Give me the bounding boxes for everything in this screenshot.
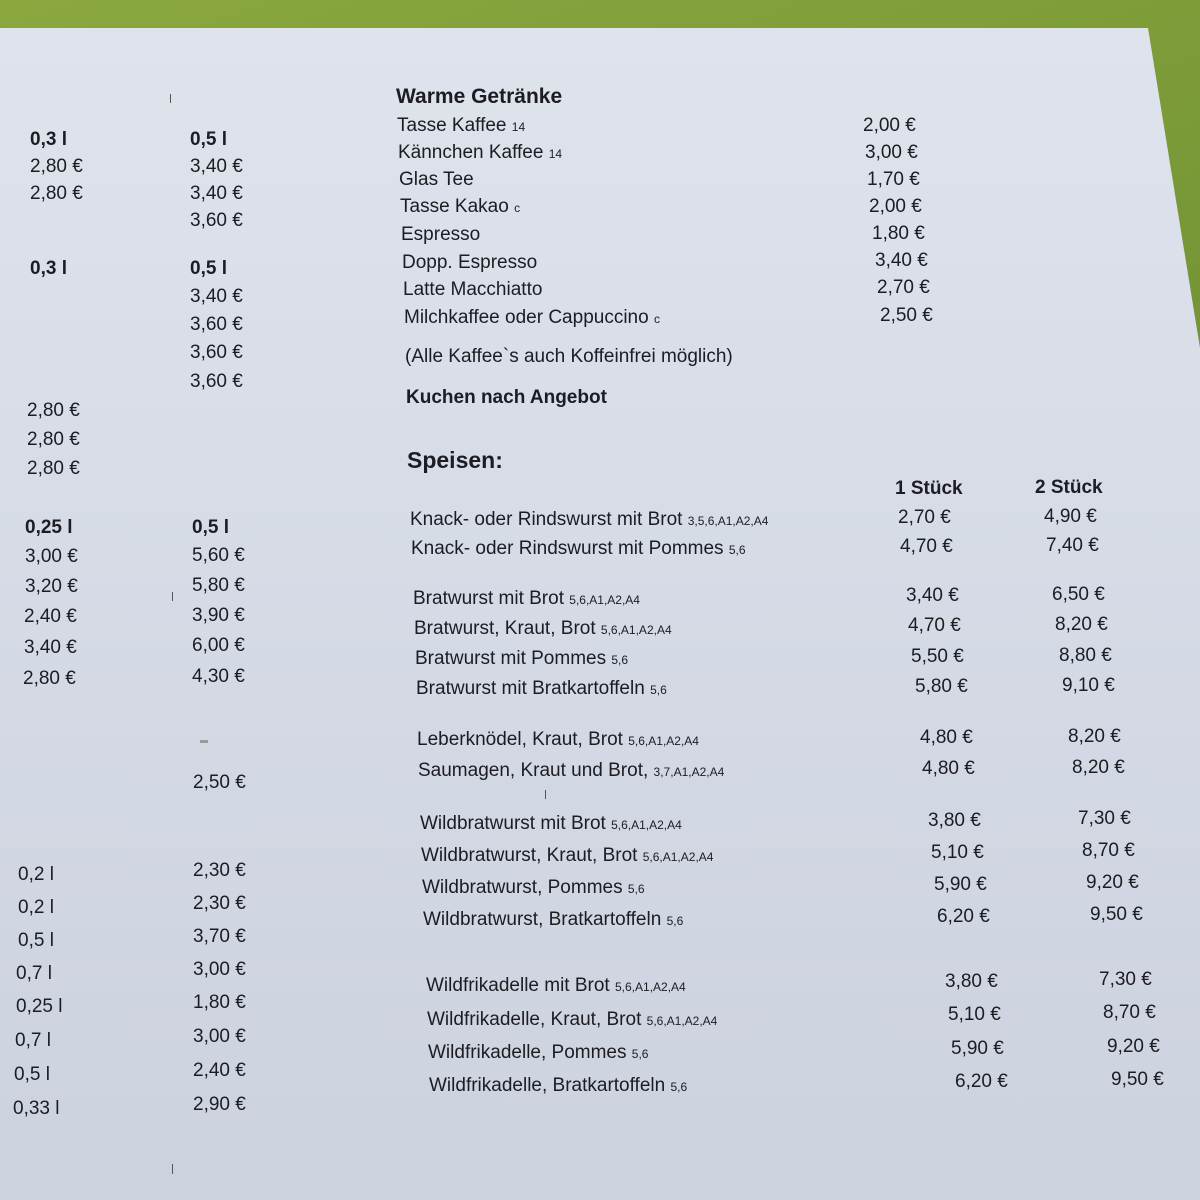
volume: 0,33 l <box>13 1098 60 1119</box>
volume: 0,5 l <box>18 930 54 951</box>
price-one-piece: 3,80 € <box>928 810 981 831</box>
menu-item-price: 1,70 € <box>867 169 920 190</box>
price: 3,00 € <box>25 546 78 567</box>
price-one-piece: 5,10 € <box>931 842 984 863</box>
menu-item-name: Milchkaffee oder Cappuccino c <box>404 307 660 328</box>
print-speck <box>170 94 171 103</box>
volume: 0,25 l <box>16 996 63 1017</box>
price-one-piece: 4,70 € <box>900 536 953 557</box>
price-two-pieces: 6,50 € <box>1052 584 1105 605</box>
price-two-pieces: 9,50 € <box>1111 1069 1164 1090</box>
column-header-one-piece: 1 Stück <box>895 478 963 499</box>
price-two-pieces: 4,90 € <box>1044 506 1097 527</box>
allergen-codes: 14 <box>511 120 526 134</box>
menu-item-price: 2,00 € <box>863 115 916 136</box>
allergen-codes: 3,7,A1,A2,A4 <box>653 765 725 779</box>
allergen-codes: 5,6 <box>627 882 645 896</box>
price: 2,40 € <box>24 606 77 627</box>
price-two-pieces: 8,20 € <box>1072 757 1125 778</box>
allergen-codes: 5,6 <box>666 914 684 928</box>
volume-header: 0,5 l <box>190 258 227 279</box>
menu-item-name: Wildbratwurst, Bratkartoffeln 5,6 <box>423 909 684 930</box>
print-speck <box>545 790 546 799</box>
menu-item-name: Bratwurst mit Bratkartoffeln 5,6 <box>416 678 667 699</box>
price-two-pieces: 9,20 € <box>1107 1036 1160 1057</box>
menu-item-price: 1,80 € <box>872 223 925 244</box>
price-two-pieces: 8,80 € <box>1059 645 1112 666</box>
allergen-codes: 14 <box>548 147 563 161</box>
allergen-codes: 5,6,A1,A2,A4 <box>628 734 699 748</box>
menu-item-name: Tasse Kaffee 14 <box>397 115 526 136</box>
volume-header: 0,3 l <box>30 129 67 150</box>
food-title: Speisen: <box>407 447 503 473</box>
menu-item-name: Bratwurst, Kraut, Brot 5,6,A1,A2,A4 <box>414 618 672 639</box>
price-one-piece: 4,80 € <box>922 758 975 779</box>
volume: 0,7 l <box>16 963 52 984</box>
menu-item-name: Saumagen, Kraut und Brot, 3,7,A1,A2,A4 <box>418 760 725 781</box>
price: 3,60 € <box>190 314 243 335</box>
price-one-piece: 2,70 € <box>898 507 951 528</box>
menu-item-name: Wildbratwurst, Pommes 5,6 <box>422 877 645 898</box>
menu-item-name: Wildbratwurst mit Brot 5,6,A1,A2,A4 <box>420 813 682 834</box>
price-one-piece: 4,70 € <box>908 615 961 636</box>
price: 3,40 € <box>190 286 243 307</box>
allergen-codes: 5,6,A1,A2,A4 <box>646 1014 718 1028</box>
price-two-pieces: 9,50 € <box>1090 904 1143 925</box>
menu-item-price: 2,50 € <box>880 305 933 326</box>
price-one-piece: 5,90 € <box>951 1038 1004 1059</box>
menu-item-name: Bratwurst mit Brot 5,6,A1,A2,A4 <box>413 588 640 609</box>
price: 4,30 € <box>192 666 245 687</box>
print-speck <box>172 1164 173 1174</box>
price: 2,50 € <box>193 772 246 793</box>
price: 3,20 € <box>25 576 78 597</box>
price: 3,40 € <box>24 637 77 658</box>
volume-header: 0,5 l <box>190 129 227 150</box>
menu-item-name: Wildfrikadelle, Bratkartoffeln 5,6 <box>429 1075 688 1096</box>
allergen-codes: 5,6,A1,A2,A4 <box>615 980 686 994</box>
price-one-piece: 3,40 € <box>906 585 959 606</box>
allergen-codes: 5,6,A1,A2,A4 <box>600 623 672 637</box>
price-two-pieces: 7,40 € <box>1046 535 1099 556</box>
allergen-codes: 5,6 <box>631 1047 649 1061</box>
price: 2,80 € <box>27 429 80 450</box>
menu-item-name: Latte Macchiatto <box>403 279 543 300</box>
allergen-codes: c <box>514 201 521 215</box>
menu-item-name: Wildfrikadelle mit Brot 5,6,A1,A2,A4 <box>426 975 686 996</box>
price: 2,80 € <box>30 156 83 177</box>
allergen-codes: 5,6,A1,A2,A4 <box>611 818 682 832</box>
menu-item-name: Espresso <box>401 224 481 245</box>
volume: 0,5 l <box>14 1064 50 1085</box>
price: 2,80 € <box>27 400 80 421</box>
price: 2,80 € <box>30 183 83 204</box>
price: 2,80 € <box>23 668 76 689</box>
menu-item-price: 2,70 € <box>877 277 930 298</box>
price-one-piece: 6,20 € <box>937 906 990 927</box>
price: 3,60 € <box>190 371 243 392</box>
menu-item-name: Tasse Kakao c <box>400 196 521 217</box>
price: 6,00 € <box>192 635 245 656</box>
price: 3,60 € <box>190 342 243 363</box>
price-two-pieces: 9,20 € <box>1086 872 1139 893</box>
price: 2,40 € <box>193 1060 246 1081</box>
volume: 0,2 l <box>18 897 54 918</box>
price-two-pieces: 8,20 € <box>1068 726 1121 747</box>
menu-item-name: Knack- oder Rindswurst mit Pommes 5,6 <box>411 538 746 559</box>
price: 3,90 € <box>192 605 245 626</box>
allergen-codes: 5,6,A1,A2,A4 <box>569 593 640 607</box>
price-two-pieces: 8,70 € <box>1103 1002 1156 1023</box>
price: 2,30 € <box>193 860 246 881</box>
allergen-codes: 5,6 <box>611 653 629 667</box>
price: 3,40 € <box>190 156 243 177</box>
price-one-piece: 3,80 € <box>945 971 998 992</box>
price-one-piece: 5,90 € <box>934 874 987 895</box>
menu-item-name: Dopp. Espresso <box>402 252 538 273</box>
allergen-codes: 3,5,6,A1,A2,A4 <box>687 514 769 528</box>
price: 3,70 € <box>193 926 246 947</box>
price: 3,60 € <box>190 210 243 231</box>
column-header-two-pieces: 2 Stück <box>1035 477 1103 498</box>
print-speck <box>200 740 208 743</box>
warm-drinks-title: Warme Getränke <box>396 85 563 108</box>
menu-item-name: Leberknödel, Kraut, Brot 5,6,A1,A2,A4 <box>417 729 699 750</box>
allergen-codes: 5,6 <box>650 683 667 697</box>
menu-item-name: Knack- oder Rindswurst mit Brot 3,5,6,A1,A2,A4 <box>410 509 769 530</box>
menu-item-price: 2,00 € <box>869 196 922 217</box>
menu-item-name: Wildfrikadelle, Kraut, Brot 5,6,A1,A2,A4 <box>427 1009 718 1030</box>
price-one-piece: 5,10 € <box>948 1004 1001 1025</box>
price-two-pieces: 7,30 € <box>1078 808 1131 829</box>
price-one-piece: 4,80 € <box>920 727 973 748</box>
allergen-codes: 5,6,A1,A2,A4 <box>642 850 714 864</box>
price: 2,80 € <box>27 458 80 479</box>
price-two-pieces: 8,70 € <box>1082 840 1135 861</box>
allergen-codes: c <box>653 312 660 326</box>
print-speck <box>172 592 173 601</box>
cake-note: Kuchen nach Angebot <box>406 387 607 408</box>
price-two-pieces: 8,20 € <box>1055 614 1108 635</box>
price: 5,60 € <box>192 545 245 566</box>
price: 3,00 € <box>193 959 246 980</box>
volume-header: 0,5 l <box>192 517 229 538</box>
allergen-codes: 5,6 <box>728 543 746 557</box>
menu-item-name: Glas Tee <box>399 169 474 190</box>
decaf-note: (Alle Kaffee`s auch Koffeinfrei möglich) <box>405 346 733 367</box>
price-one-piece: 5,50 € <box>911 646 964 667</box>
menu-item-price: 3,00 € <box>865 142 918 163</box>
price-two-pieces: 7,30 € <box>1099 969 1152 990</box>
price: 2,30 € <box>193 893 246 914</box>
price: 1,80 € <box>193 992 246 1013</box>
volume: 0,7 l <box>15 1030 51 1051</box>
volume: 0,2 l <box>18 864 54 885</box>
menu-item-name: Bratwurst mit Pommes 5,6 <box>415 648 629 669</box>
price: 2,90 € <box>193 1094 246 1115</box>
price: 3,40 € <box>190 183 243 204</box>
volume-header: 0,3 l <box>30 258 67 279</box>
menu-item-name: Wildbratwurst, Kraut, Brot 5,6,A1,A2,A4 <box>421 845 714 866</box>
menu-item-name: Wildfrikadelle, Pommes 5,6 <box>428 1042 649 1063</box>
menu-item-name: Kännchen Kaffee 14 <box>398 142 563 163</box>
price: 3,00 € <box>193 1026 246 1047</box>
menu-item-price: 3,40 € <box>875 250 928 271</box>
volume-header: 0,25 l <box>25 517 73 538</box>
price-one-piece: 6,20 € <box>955 1071 1008 1092</box>
price-one-piece: 5,80 € <box>915 676 968 697</box>
price: 5,80 € <box>192 575 245 596</box>
allergen-codes: 5,6 <box>670 1080 688 1094</box>
price-two-pieces: 9,10 € <box>1062 675 1115 696</box>
